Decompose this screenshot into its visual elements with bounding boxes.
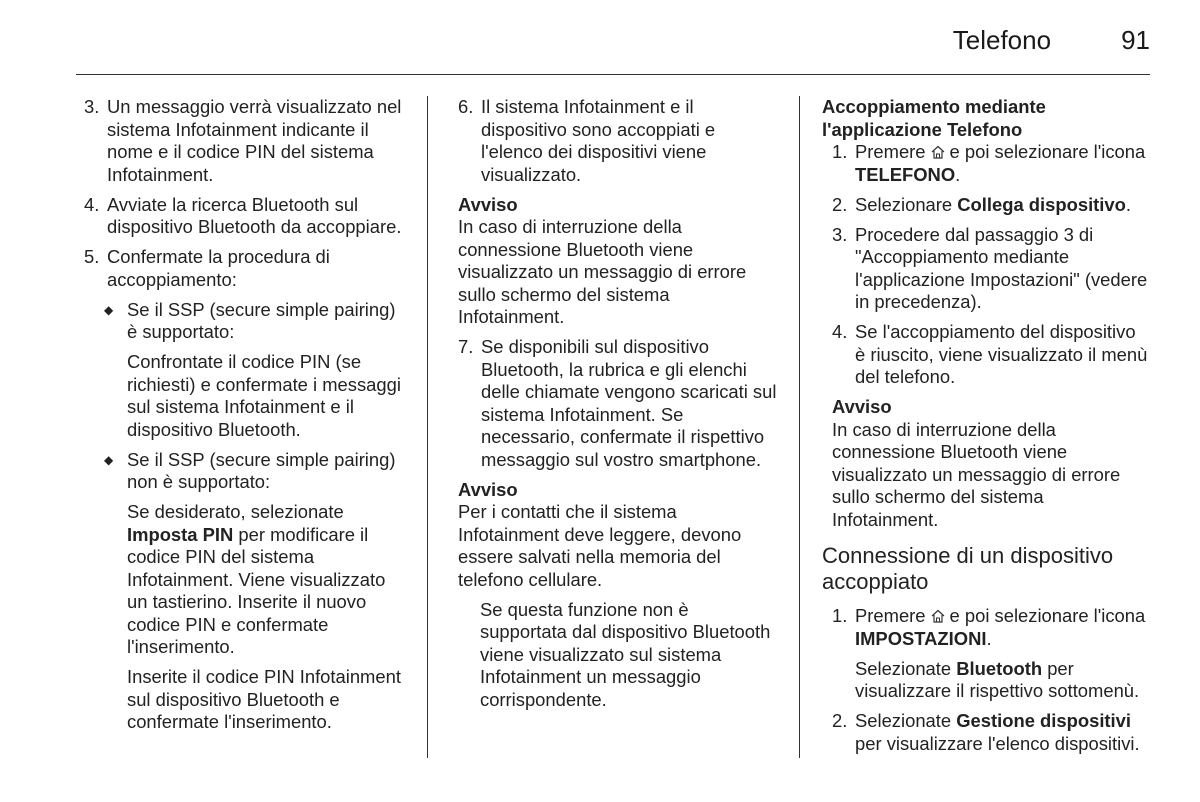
step-paragraph (822, 658, 1150, 703)
step-text-part: Selezionare (855, 193, 953, 215)
step-number: 4. (832, 321, 848, 342)
note-paragraph: Se questa funzione non è supportata dal dispositivo Bluetooth viene visualizzato sul sistema Infotainment un messaggio corrispondente. (480, 598, 771, 710)
step-number: 1. (832, 141, 848, 162)
bullet-text: Se il SSP (secure simple pairing) non è supportato: (127, 448, 396, 492)
step-number: 5. (84, 246, 100, 267)
step-number: 6. (458, 96, 474, 117)
note-body: In caso di interruzione della connessione Bluetooth viene visualizzato un messaggio di errore sullo schermo del sistema Infotainment. (832, 418, 1121, 530)
paragraph-text: Selezionate (855, 657, 952, 679)
step-5 (84, 246, 406, 291)
page-title: Telefono (952, 24, 1052, 55)
paragraph-text: per modificare il codice PIN del sistema Infotainment. Viene visualizzato un tastierino. Inserite il nuovo codice PIN e confermate l'inserimento. (127, 523, 386, 657)
step-text-part: e poi selezionare l'icona (949, 141, 1146, 162)
step-4 (84, 194, 406, 239)
step-2 (822, 710, 1150, 755)
paragraph-text: Se desiderato, selezionate (127, 501, 344, 522)
step-6 (458, 96, 780, 186)
step-text (855, 605, 1150, 650)
step-text: Confermate la procedura di accoppiamento: (107, 246, 330, 290)
paragraph-text: per visualizzare il rispettivo sottomenù. (855, 657, 1140, 701)
note-body: Per i contatti che il sistema Infotainment deve leggere, devono essere salvati nella memoria del telefono cellulare. (458, 501, 742, 590)
control-label-bluetooth: Bluetooth (956, 657, 1043, 679)
note-heading: Avviso (832, 396, 892, 417)
step-text: Il sistema Infotainment e il dispositivo sono accoppiati e l'elenco dei dispositivi viene visualizzato. (481, 96, 716, 185)
step-3 (822, 224, 1150, 314)
step-number: 2. (832, 710, 848, 731)
step-number: 1. (832, 605, 848, 626)
step-text (855, 141, 1150, 186)
column-divider-2 (799, 96, 800, 758)
step-text-part: e poi selezionare l'icona (949, 605, 1146, 626)
bullet-text: Se il SSP (secure simple pairing) è supportato: (127, 298, 396, 342)
page-number: 91 (1121, 24, 1150, 55)
bullet-paragraph: Confrontate il codice PIN (se richiesti) e confermate i messaggi sul sistema Infotainment e il dispositivo Bluetooth. (127, 351, 401, 440)
step-number: 7. (458, 336, 474, 357)
bullet-paragraph (84, 501, 406, 659)
control-label-impostazioni: IMPOSTAZIONI (855, 627, 987, 649)
step-text (855, 710, 1150, 755)
bullet-ssp-supported (84, 299, 406, 344)
control-label-imposta-pin: Imposta PIN (127, 523, 234, 545)
home-icon (930, 608, 946, 624)
step-3 (84, 96, 406, 186)
step-number: 4. (84, 193, 100, 215)
bullet-diamond-icon: ◆ (104, 302, 114, 317)
step-text-part: Premere (855, 141, 926, 162)
step-text-part: . (986, 627, 992, 649)
step-1 (822, 141, 1150, 186)
step-1 (822, 605, 1150, 650)
control-label-gestione-dispositivi: Gestione dispositivi (956, 710, 1131, 731)
step-text-part: per visualizzare l'elenco dispositivi. (855, 732, 1140, 754)
column-middle (458, 96, 780, 719)
control-label-telefono: TELEFONO (855, 163, 956, 185)
home-icon (930, 144, 946, 160)
step-text: Un messaggio verrà visualizzato nel sistema Infotainment indicante il nome e il codice PIN del sistema Infotainment. (107, 96, 402, 185)
page-header (850, 20, 1150, 60)
step-number: 2. (832, 193, 848, 215)
step-number: 3. (84, 96, 100, 117)
step-text: Se disponibili sul dispositivo Bluetooth, la rubrica e gli elenchi delle chiamate vengono scaricati sul sistema Infotainment. Se necessario, confermate il rispettivo messaggio sul vostro smartphone. (481, 336, 777, 470)
column-divider-1 (427, 96, 428, 758)
step-2 (822, 194, 1150, 217)
section-title: Connessione di un dispositivo accoppiato (822, 543, 1114, 594)
step-text-part: Selezionate (855, 710, 952, 731)
step-text: Procedere dal passaggio 3 di "Accoppiamento mediante l'applicazione Impostazioni" (vedere in precedenza). (855, 223, 1148, 312)
bullet-ssp-not-supported (84, 449, 406, 494)
header-rule (76, 74, 1150, 75)
control-label-collega-dispositivo: Collega dispositivo (957, 193, 1126, 215)
step-text (855, 194, 1150, 217)
bullet-paragraph: Inserite il codice PIN Infotainment sul dispositivo Bluetooth e confermate l'inserimento. (127, 666, 401, 732)
step-text-part: . (955, 163, 961, 185)
note-heading: Avviso (458, 193, 518, 215)
bullet-diamond-icon: ◆ (104, 452, 114, 467)
step-7 (458, 336, 780, 471)
note-heading: Avviso (458, 478, 518, 500)
step-text-part: . (1125, 193, 1131, 215)
step-number: 3. (832, 223, 848, 245)
step-text: Se l'accoppiamento del dispositivo è riuscito, viene visualizzato il menù del telefono. (855, 321, 1148, 387)
column-right (822, 96, 1150, 763)
step-text: Avviate la ricerca Bluetooth sul dispositivo Bluetooth da accoppiare. (107, 193, 402, 237)
subsection-heading: Accoppiamento mediante l'applicazione Telefono (822, 96, 1046, 140)
column-left (84, 96, 406, 741)
note-body: In caso di interruzione della connessione Bluetooth viene visualizzato un messaggio di errore sullo schermo del sistema Infotainment. (458, 216, 747, 327)
step-4 (822, 321, 1150, 389)
step-text-part: Premere (855, 605, 926, 626)
